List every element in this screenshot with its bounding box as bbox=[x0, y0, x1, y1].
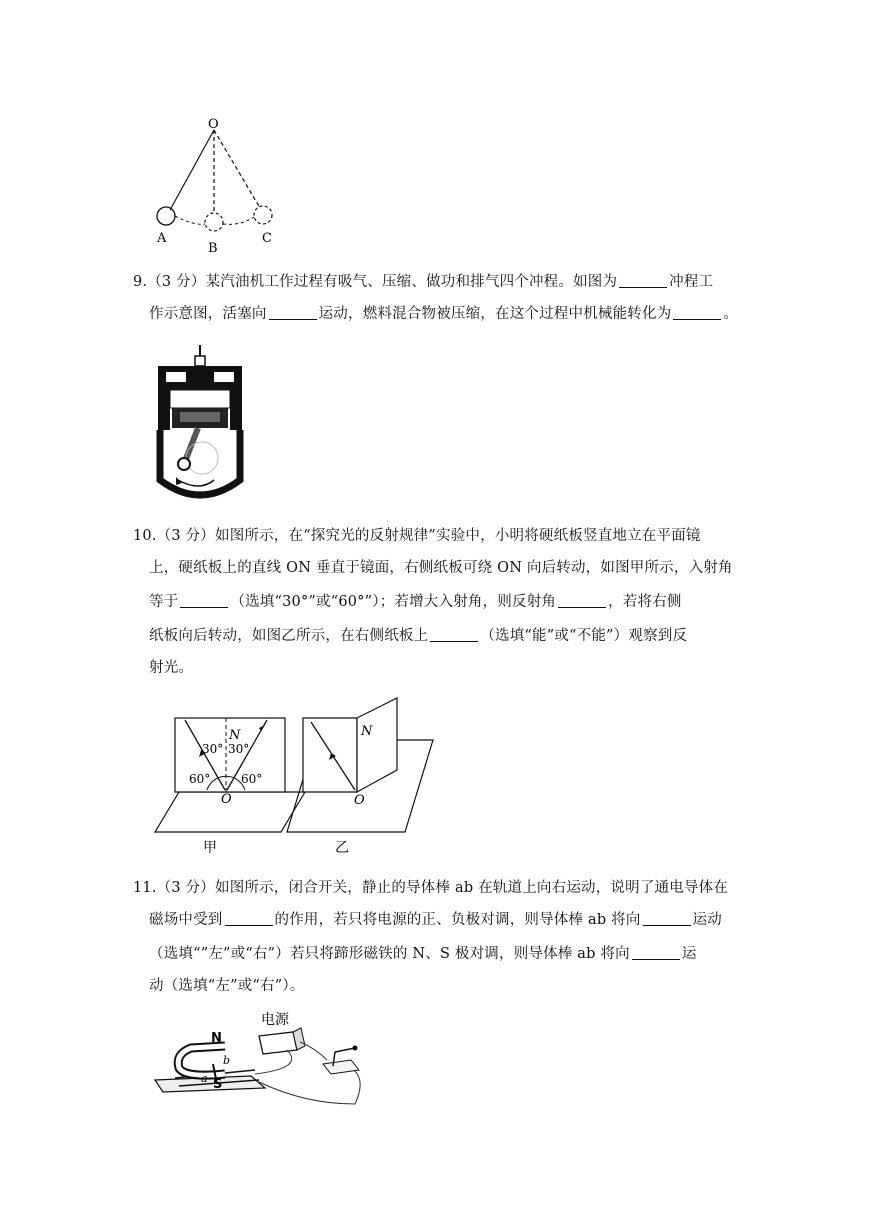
magnet-n-label: N bbox=[211, 1031, 222, 1046]
engine-compression-stroke-figure bbox=[150, 340, 250, 502]
q10-line-5: 射光。 bbox=[149, 660, 194, 676]
q10-blank-2[interactable] bbox=[558, 593, 606, 608]
fig-jia-angle30-left: 30° bbox=[202, 742, 224, 756]
q10-line-3: 等于 （选填“30°”或“60°”）；若增大入射角，则反射角 ，若将右侧 bbox=[149, 594, 682, 610]
q10-blank-3[interactable] bbox=[430, 627, 478, 642]
q11-line-1: 11.（3 分）如图所示，闭合开关，静止的导体棒 ab 在轨道上向右运动，说明了通电导体在 bbox=[133, 880, 729, 896]
q10-line-4: 纸板向后转动，如图乙所示，在右侧纸板上 （选填“能”或“不能”）观察到反 bbox=[149, 628, 688, 644]
light-reflection-figure bbox=[155, 700, 445, 860]
q11-blank-1[interactable] bbox=[225, 911, 273, 926]
pendulum-label-o: O bbox=[208, 117, 219, 132]
fig-jia-angle30-right: 30° bbox=[228, 742, 250, 756]
q9-line-1: 9.（3 分）某汽油机工作过程有吸气、压缩、做功和排气四个冲程。如图为 冲程工 bbox=[133, 274, 714, 290]
q10-line-2: 上，硬纸板上的直线 ON 垂直于镜面，右侧纸板可绕 ON 向后转动，如图甲所示，入射角 bbox=[149, 560, 733, 576]
q11-blank-3[interactable] bbox=[632, 945, 680, 960]
q10-blank-1[interactable] bbox=[180, 593, 228, 608]
fig-yi-n-label: N bbox=[361, 724, 373, 739]
rod-b-label: b bbox=[223, 1054, 231, 1067]
q9-blank-2[interactable] bbox=[269, 305, 317, 320]
fig-yi-o-label: O bbox=[354, 793, 365, 808]
q11-blank-2[interactable] bbox=[643, 911, 691, 926]
q9-blank-3[interactable] bbox=[673, 305, 721, 320]
magnet-s-label: S bbox=[213, 1077, 223, 1092]
pendulum-label-a: A bbox=[157, 231, 167, 246]
q9-line-2: 作示意图，活塞向 运动，燃料混合物被压缩，在这个过程中机械能转化为 。 bbox=[149, 306, 739, 322]
fig-jia-angle60-right: 60° bbox=[241, 772, 263, 786]
fig-yi-caption: 乙 bbox=[335, 840, 349, 856]
fig-jia-n-label: N bbox=[229, 728, 241, 743]
fig-jia-o-label: O bbox=[221, 792, 232, 807]
conductor-rail-figure bbox=[155, 1008, 375, 1113]
q11-line-2: 磁场中受到 的作用，若只将电源的正、负极对调，则导体棒 ab 将向 运动 bbox=[149, 912, 722, 928]
q10-line-1: 10.（3 分）如图所示，在“探究光的反射规律”实验中，小明将硬纸板竖直地立在平面镜 bbox=[133, 528, 701, 544]
pendulum-label-c: C bbox=[262, 231, 272, 246]
power-supply-label: 电源 bbox=[261, 1012, 289, 1028]
fig-jia-angle60-left: 60° bbox=[189, 772, 211, 786]
q11-line-4: 动（选填“左”或“右”）。 bbox=[149, 978, 305, 994]
pendulum-figure bbox=[150, 112, 280, 257]
rod-a-label: a bbox=[201, 1072, 208, 1085]
q11-line-3: （选填“”左”或“右”）若只将蹄形磁铁的 N、S 极对调，则导体棒 ab 将向 运 bbox=[149, 946, 697, 962]
pendulum-label-b: B bbox=[208, 241, 218, 256]
fig-jia-caption: 甲 bbox=[203, 840, 217, 856]
q9-blank-1[interactable] bbox=[619, 273, 667, 288]
